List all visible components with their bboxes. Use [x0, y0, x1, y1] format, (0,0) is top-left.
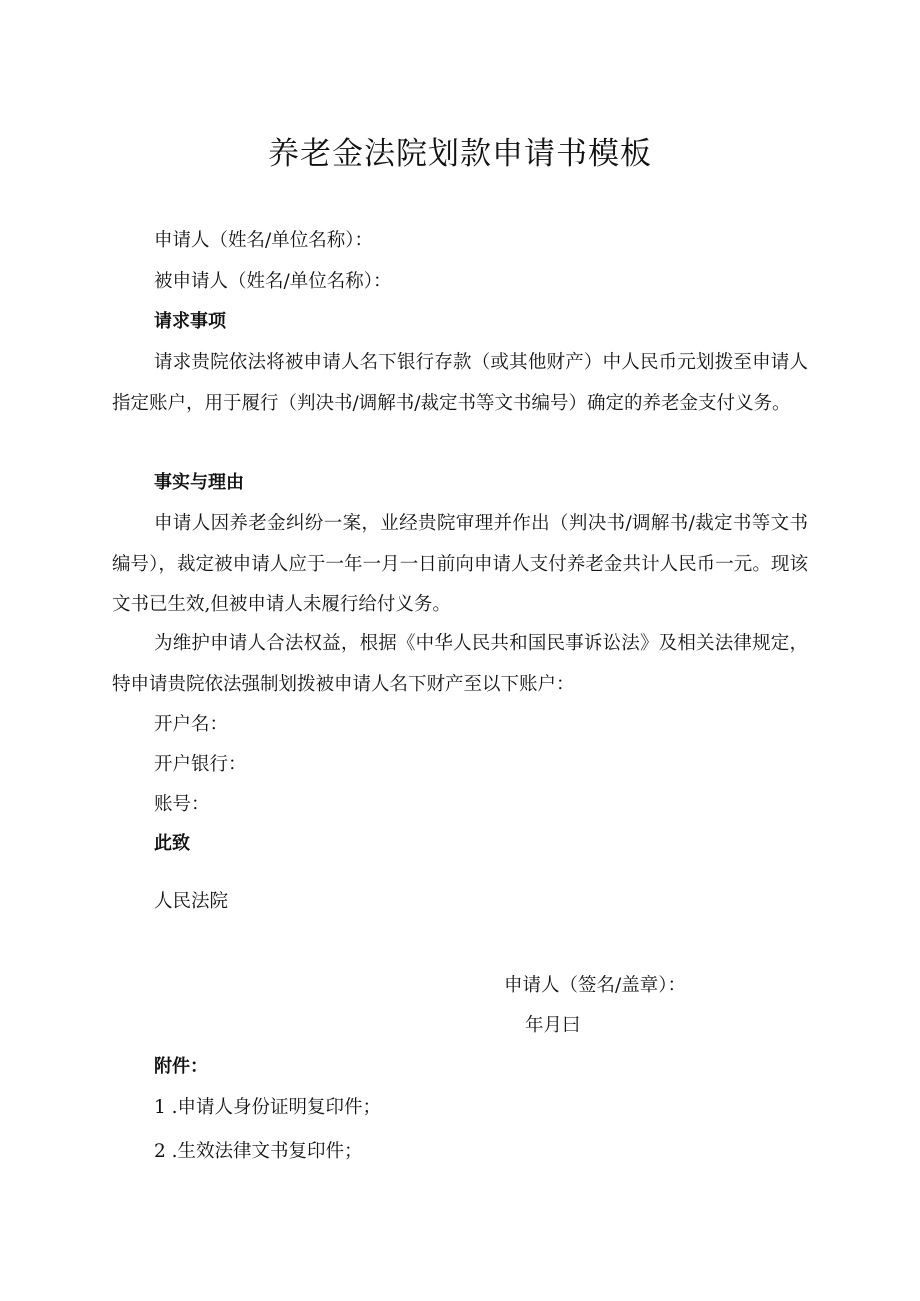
claims-body: 请求贵院依法将被申请人名下银行存款（或其他财产）中人民币元划拨至申请人指定账户，用于履行（判决书/调解书/裁定书等文书编号）确定的养老金支付义务。	[112, 352, 808, 414]
closing-salutation: 此致	[154, 833, 190, 854]
facts-paragraph-2: 为维护申请人合法权益，根据《中华人民共和国民事诉讼法》及相关法律规定，特申请贵院依法强制划拨被申请人名下财产至以下账户：	[112, 633, 808, 695]
signature-date: 年月曰	[525, 1015, 581, 1036]
attachment-item: 2 .生效法律文书复印件；	[154, 1141, 363, 1162]
applicant-label: 申请人（姓名/单位名称）：	[154, 230, 373, 251]
attachment-item: 1 .申请人身份证明复印件；	[154, 1097, 382, 1118]
attachments-heading: 附件：	[154, 1056, 208, 1077]
account-name-label: 开户名：	[154, 714, 229, 735]
claims-heading: 请求事项	[154, 311, 226, 332]
facts-paragraph-1: 申请人因养老金纠纷一案，业经贵院审理并作出（判决书/调解书/裁定书等文书编号），裁定被申请人应于一年一月一日前向申请人支付养老金共计人民币一元。现该文书已生效,但被申请人未履行给付义务。	[112, 513, 808, 615]
account-number-label: 账号：	[154, 794, 210, 815]
court-name: 人民法院	[154, 891, 229, 912]
applicant-signature-label: 申请人（签名/盖章）：	[504, 975, 686, 996]
document-title: 养老金法院划款申请书模板	[268, 136, 652, 172]
facts-heading: 事实与理由	[154, 472, 244, 493]
account-bank-label: 开户银行：	[154, 754, 247, 775]
respondent-label: 被申请人（姓名/单位名称）：	[154, 271, 392, 292]
